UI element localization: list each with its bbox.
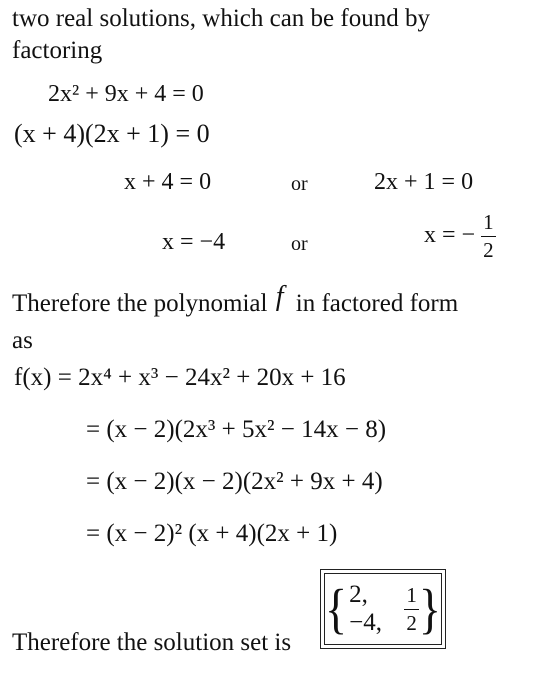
quadratic-equation: 2x² + 9x + 4 = 0: [48, 81, 204, 107]
or-connector-1: or: [291, 173, 308, 195]
intro-line-2: factoring: [12, 37, 103, 64]
therefore-polynomial-line: [12, 281, 459, 319]
fraction-denominator: 2: [483, 238, 494, 262]
left-solution: x = −4: [162, 229, 226, 255]
solution-fraction-numerator: 1: [406, 582, 417, 607]
left-factor-equation: x + 4 = 0: [124, 169, 212, 195]
fraction-numerator: 1: [483, 210, 494, 234]
polynomial-step-2: = (x − 2)(2x³ + 5x² − 14x − 8): [86, 416, 387, 443]
right-solution-fraction: [481, 212, 496, 261]
polynomial-step-3: = (x − 2)(x − 2)(2x² + 9x + 4): [86, 468, 383, 495]
or-connector-2: or: [291, 233, 308, 255]
solution-set-fraction: [404, 582, 419, 635]
polynomial-symbol: f: [275, 281, 284, 312]
right-brace: }: [418, 577, 441, 639]
therefore-polynomial-line-2: as: [12, 327, 33, 354]
left-brace: {: [325, 577, 348, 639]
solution-set-values: 2, −4,: [349, 581, 382, 636]
factored-equation: (x + 4)(2x + 1) = 0: [14, 119, 210, 148]
intro-line-1: two real solutions, which can be found by: [12, 5, 430, 32]
solution-set-box: [320, 569, 446, 649]
polynomial-step-4: = (x − 2)² (x + 4)(2x + 1): [86, 520, 338, 547]
solution-fraction-denominator: 2: [406, 610, 417, 635]
polynomial-expanded: f(x) = 2x⁴ + x³ − 24x² + 20x + 16: [14, 364, 346, 391]
right-solution-prefix: x = −: [424, 222, 476, 249]
therefore-polynomial-before: Therefore the polynomial: [12, 290, 268, 317]
therefore-polynomial-after: in factored form: [295, 290, 459, 317]
solution-set-label: Therefore the solution set is: [12, 629, 292, 656]
right-factor-equation: 2x + 1 = 0: [374, 169, 474, 195]
solution-set-inner: [324, 573, 442, 645]
right-solution: [424, 212, 496, 261]
